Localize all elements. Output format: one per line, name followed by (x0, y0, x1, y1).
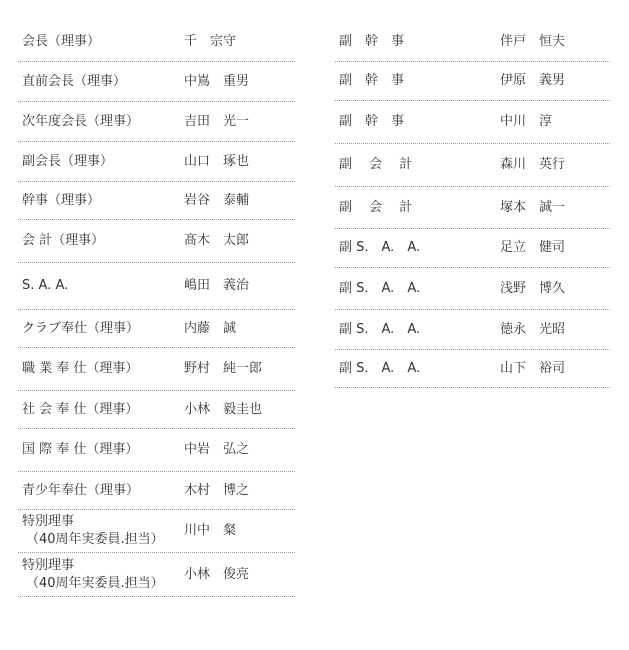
role-title (335, 239, 500, 257)
role-title (18, 153, 184, 171)
role-label: クラブ奉仕（理事） (22, 320, 140, 336)
role-title (18, 401, 184, 419)
officer-name: 小林 毅圭也 (184, 401, 263, 417)
officer-name: 髙木 太郎 (184, 233, 250, 248)
role-title (18, 482, 184, 500)
role-sublabel: （40周年実委員.担当） (26, 532, 164, 547)
officer-name: 塚本 誠一 (500, 199, 566, 215)
role-title (18, 192, 184, 210)
officer-name: 中岩 弘之 (184, 442, 250, 457)
role-title (335, 280, 500, 298)
officer-name: 川中 粲 (184, 523, 237, 538)
officer-row (18, 310, 295, 348)
officer-row (18, 220, 295, 263)
role-title (18, 320, 184, 338)
officers-list-left (18, 22, 295, 597)
officer-name: 足立 健司 (500, 240, 566, 255)
officer-name: 浅野 博久 (500, 280, 566, 296)
role-title (18, 513, 184, 549)
officer-row (335, 22, 610, 62)
officer-row (18, 22, 295, 62)
role-title (18, 33, 184, 51)
officer-row (335, 62, 610, 101)
officer-row (335, 268, 610, 310)
officer-name: 岩谷 泰輔 (184, 192, 250, 208)
role-title (335, 113, 500, 131)
officer-row (335, 101, 610, 144)
officer-row (18, 391, 295, 429)
officer-row (335, 229, 610, 268)
officer-name: 木村 博之 (184, 482, 250, 498)
role-title (18, 113, 184, 131)
role-label: 会長（理事） (22, 33, 101, 49)
role-title (335, 321, 500, 339)
role-label: 副 幹 事 (339, 73, 405, 88)
officer-name: 中川 淳 (500, 114, 553, 129)
officer-name: 山下 裕司 (500, 360, 566, 376)
role-title (18, 232, 184, 250)
officer-row (18, 429, 295, 472)
role-title (335, 360, 500, 378)
role-title (335, 156, 500, 174)
role-title (335, 199, 500, 217)
officer-row (18, 348, 295, 391)
officer-row (335, 144, 610, 187)
role-label: 副 幹 事 (339, 33, 405, 49)
role-label: 副 会 計 (339, 157, 413, 172)
role-title (18, 277, 184, 295)
officer-name: 小林 俊亮 (184, 566, 250, 582)
role-label: S. A. A. (22, 278, 69, 293)
role-title (18, 360, 184, 378)
officer-row (18, 182, 295, 220)
role-label: 会 計（理事） (22, 233, 105, 248)
role-label: 社 会 奉 仕（理事） (22, 401, 139, 417)
role-label: 国 際 奉 仕（理事） (22, 442, 139, 457)
role-label: 副 S. A. A. (339, 360, 421, 376)
officer-row (18, 263, 295, 310)
role-title (18, 73, 184, 91)
officer-row (335, 187, 610, 229)
role-sublabel: （40周年実委員.担当） (26, 575, 164, 591)
officer-name: 吉田 光一 (184, 113, 250, 129)
role-label: 直前会長（理事） (22, 73, 127, 89)
officer-row (335, 310, 610, 350)
officer-row (18, 472, 295, 510)
role-title (335, 33, 500, 51)
officer-name: 中嶌 重男 (184, 73, 250, 89)
officer-name: 伊原 義男 (500, 73, 566, 88)
role-label: 副 会 計 (339, 199, 413, 215)
officer-row (18, 142, 295, 182)
role-label: 副 S. A. A. (339, 321, 421, 337)
role-label: 幹事（理事） (22, 192, 101, 208)
role-label: 青少年奉仕（理事） (22, 482, 140, 498)
role-label: 特別理事 (22, 514, 75, 529)
officer-name: 徳永 光昭 (500, 321, 566, 337)
role-label: 副 S. A. A. (339, 280, 421, 296)
role-title (18, 557, 184, 593)
role-title (335, 72, 500, 90)
role-label: 特別理事 (22, 557, 75, 573)
officer-name: 嶋田 義治 (184, 278, 250, 293)
officers-list-right (335, 22, 610, 388)
role-label: 副 幹 事 (339, 114, 405, 129)
role-label: 副 S. A. A. (339, 240, 421, 255)
officer-row (18, 62, 295, 102)
officer-name: 内藤 誠 (184, 320, 237, 336)
role-label: 職 業 奉 仕（理事） (22, 361, 139, 376)
role-label: 次年度会長（理事） (22, 113, 140, 129)
role-title (18, 441, 184, 459)
role-label: 副会長（理事） (22, 153, 114, 169)
officer-row (18, 510, 295, 553)
officer-row (18, 553, 295, 597)
officer-name: 山口 琢也 (184, 153, 250, 169)
officer-name: 森川 英行 (500, 157, 566, 172)
officer-name: 千 宗守 (184, 33, 237, 49)
officer-row (18, 102, 295, 142)
officer-name: 伴戸 恒夫 (500, 33, 566, 49)
officer-name: 野村 純一郎 (184, 361, 263, 376)
officer-row (335, 350, 610, 388)
